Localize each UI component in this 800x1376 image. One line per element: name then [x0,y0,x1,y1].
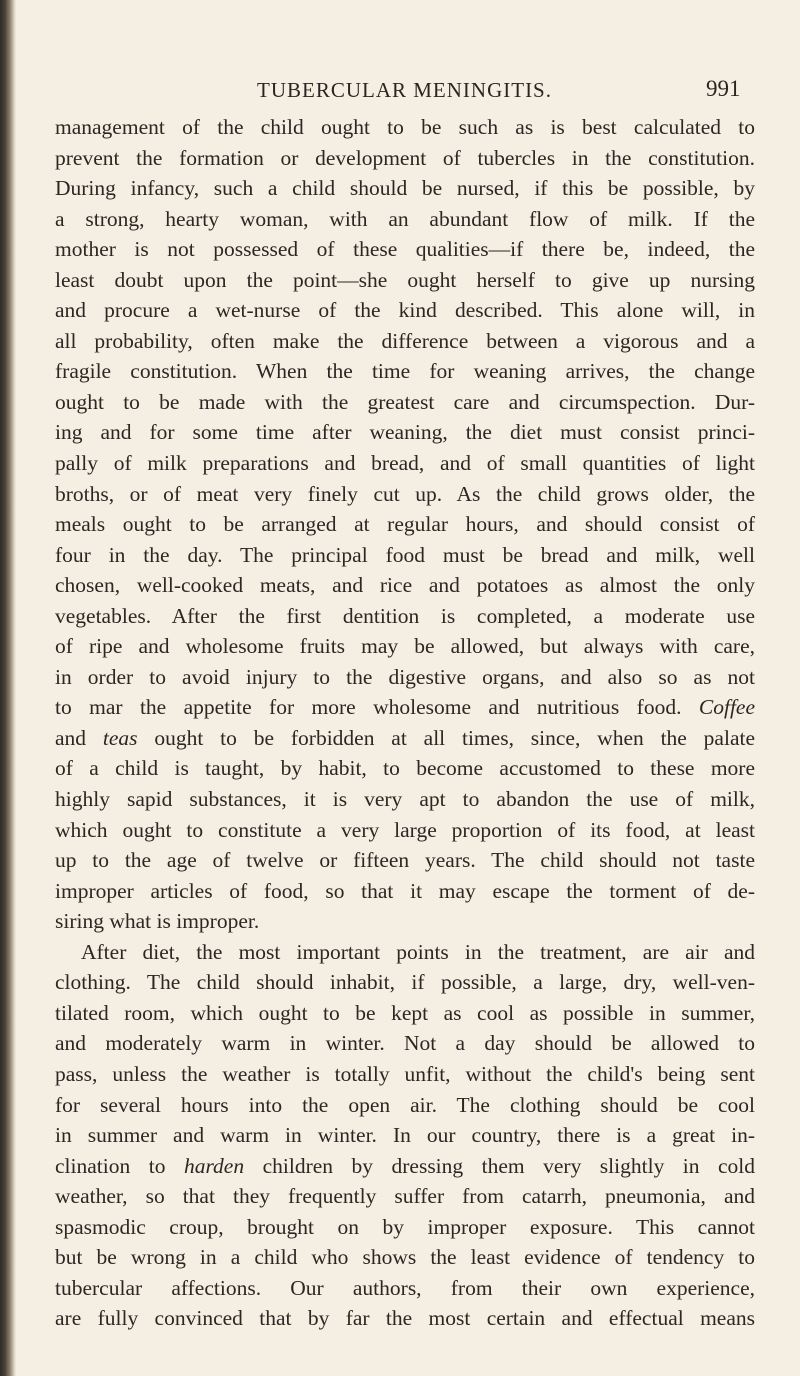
text-fragment: to mar the appetite for more wholesome and nutritious food. [55,695,682,720]
text-line: weather, so that they frequently suffer from catarrh, pneumonia, and [55,1184,755,1209]
text-line: but be wrong in a child who shows the least evidence of tendency to [55,1245,755,1270]
text-line: in order to avoid injury to the digestive organs, and also so as not [55,664,755,689]
text-line [55,692,755,723]
text-line: vegetables. After the first dentition is completed, a moderate use [55,603,755,628]
text-line: four in the day. The principal food must be bread and milk, well [55,542,755,567]
text-line: ought to be made with the greatest care and circumspection. Dur- [55,389,755,414]
text-line: chosen, well-cooked meats, and rice and potatoes as almost the only [55,573,755,598]
body-text [55,112,755,1334]
text-line: a strong, hearty woman, with an abundant flow of milk. If the [55,206,755,231]
text-line: are fully convinced that by far the most certain and effectual means [55,1306,755,1331]
text-line: After diet, the most important points in the treatment, are air and [81,939,755,964]
text-line: up to the age of twelve or fifteen years. The child should not taste [55,848,755,873]
text-line: all probability, often make the difference between a vigorous and a [55,328,755,353]
text-line: ing and for some time after weaning, the diet must consist princi- [55,420,755,445]
text-line: mother is not possessed of these qualities—if there be, indeed, the [55,237,755,262]
text-line: tubercular affections. Our authors, from their own experience, [55,1275,755,1300]
text-line: in summer and warm in winter. In our country, there is a great in- [55,1123,755,1148]
text-fragment: clination to [55,1153,166,1178]
italic-term-coffee: Coffee [698,695,755,720]
page-binding-edge [0,0,16,1376]
text-line: clothing. The child should inhabit, if possible, a large, dry, well-ven- [55,970,755,995]
text-line: prevent the formation or development of tubercles in the constitution. [55,145,755,170]
text-line: meals ought to be arranged at regular hours, and should consist of [55,512,755,537]
text-line: which ought to constitute a very large proportion of its food, at least [55,817,755,842]
text-line: broths, or of meat very finely cut up. As the child grows older, the [55,481,755,506]
text-line [55,723,755,754]
text-line: least doubt upon the point—she ought herself to give up nursing [55,267,755,292]
paragraph-1 [55,112,755,937]
paragraph-2 [55,937,755,1334]
text-fragment: ought to be forbidden at all times, since, when the palate [154,725,756,750]
text-line: improper articles of food, so that it may escape the torment of de- [55,878,755,903]
text-line: pally of milk preparations and bread, and of small quantities of light [55,451,755,476]
italic-term-teas: teas [102,725,138,750]
text-line: tilated room, which ought to be kept as cool as possible in summer, [55,1000,755,1025]
italic-term-harden: harden [183,1153,245,1178]
page-number: 991 [706,76,741,101]
running-head-title: TUBERCULAR MENINGITIS. [257,78,552,102]
text-fragment: and [55,725,87,750]
text-line: and procure a wet-nurse of the kind described. This alone will, in [55,298,755,323]
text-line: of a child is taught, by habit, to become accustomed to these more [55,756,755,781]
text-line: and moderately warm in winter. Not a day should be allowed to [55,1031,755,1056]
text-line: of ripe and wholesome fruits may be allowed, but always with care, [55,634,755,659]
text-line: fragile constitution. When the time for weaning arrives, the change [55,359,755,384]
text-line: for several hours into the open air. The clothing should be cool [55,1092,755,1117]
text-line: management of the child ought to be such as is best calculated to [55,115,755,139]
text-line [55,1151,755,1182]
text-line: pass, unless the weather is totally unfit, without the child's being sent [55,1061,755,1086]
text-line: During infancy, such a child should be nursed, if this be possible, by [55,176,755,201]
text-fragment: children by dressing them very slightly in cold [262,1153,756,1178]
text-line: siring what is improper. [55,909,260,934]
text-line: highly sapid substances, it is very apt to abandon the use of milk, [55,787,755,812]
text-line: spasmodic croup, brought on by improper exposure. This cannot [55,1214,755,1239]
